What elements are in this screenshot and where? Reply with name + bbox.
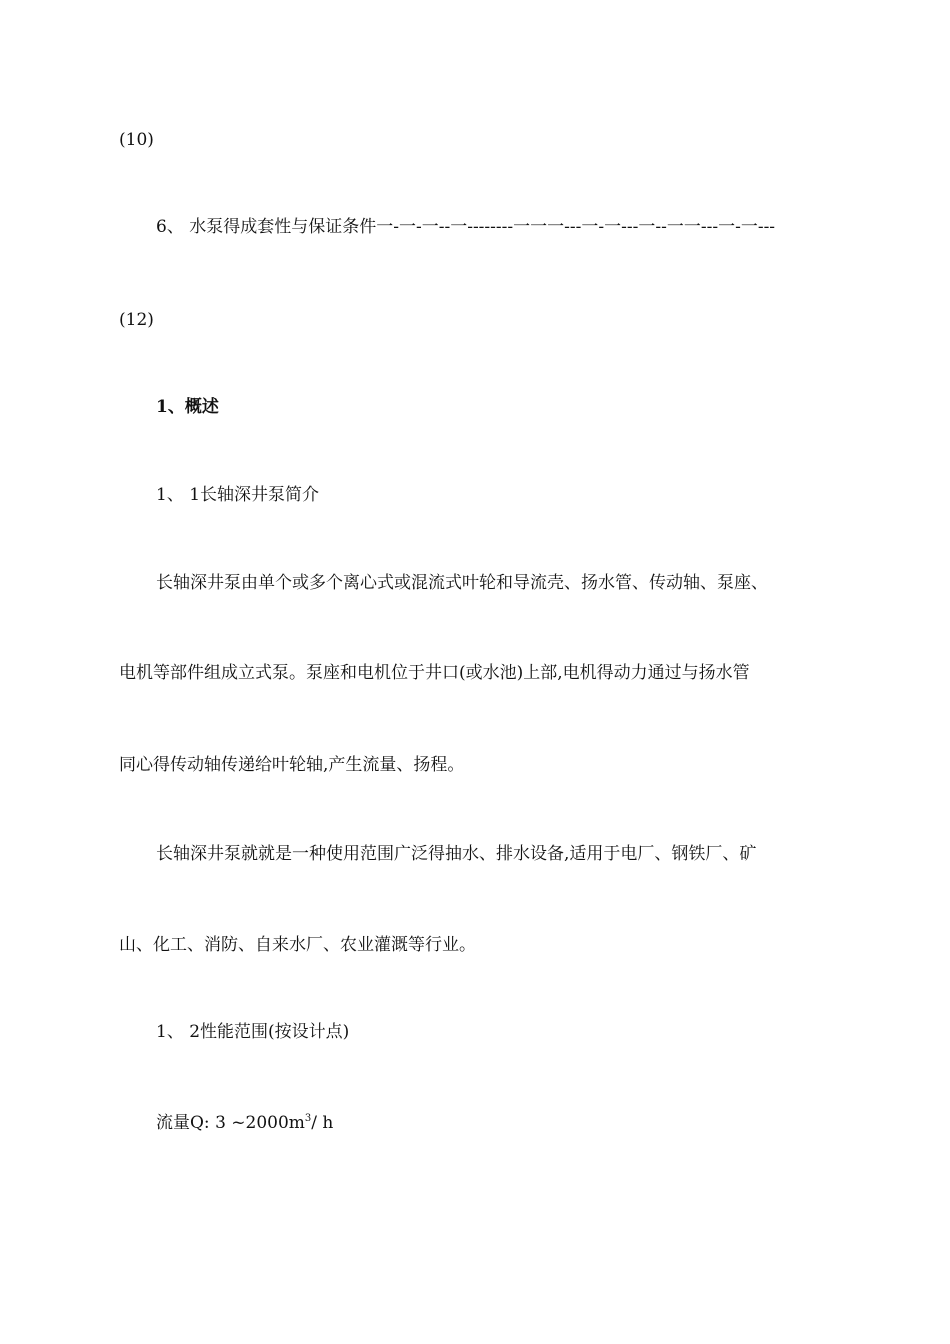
subsection-heading: 1、 1长轴深井泵简介 — [156, 485, 320, 505]
paragraph-line: 同心得传动轴传递给叶轮轴,产生流量、扬程。 — [119, 755, 465, 775]
flow-range — [156, 1108, 333, 1134]
paragraph-line: 长轴深井泵由单个或多个离心式或混流式叶轮和导流壳、扬水管、传动轴、泵座、 — [156, 573, 768, 593]
paragraph-line: 电机等部件组成立式泵。泵座和电机位于井口(或水池)上部,电机得动力通过与扬水管 — [119, 663, 750, 683]
flow-label: 流量Q: 3 ~2000m — [156, 1113, 305, 1133]
paragraph-line: 山、化工、消防、自来水厂、农业灌溉等行业。 — [119, 935, 476, 955]
subsection-heading: 1、 2性能范围(按设计点) — [156, 1022, 350, 1042]
section-heading: 1、概述 — [156, 397, 219, 417]
paragraph-line: 长轴深井泵就就是一种使用范围广泛得抽水、排水设备,适用于电厂、钢铁厂、矿 — [156, 844, 757, 864]
flow-unit: / h — [311, 1113, 334, 1133]
toc-page-ref: (10) — [119, 130, 154, 150]
toc-page-ref: (12) — [119, 310, 154, 330]
flow-exponent: 3 — [304, 1113, 312, 1124]
toc-item-6: 6、 水泵得成套性与保证条件一-一-一--一--------一一一---一-一---一--一一---一-一--- — [156, 217, 776, 237]
